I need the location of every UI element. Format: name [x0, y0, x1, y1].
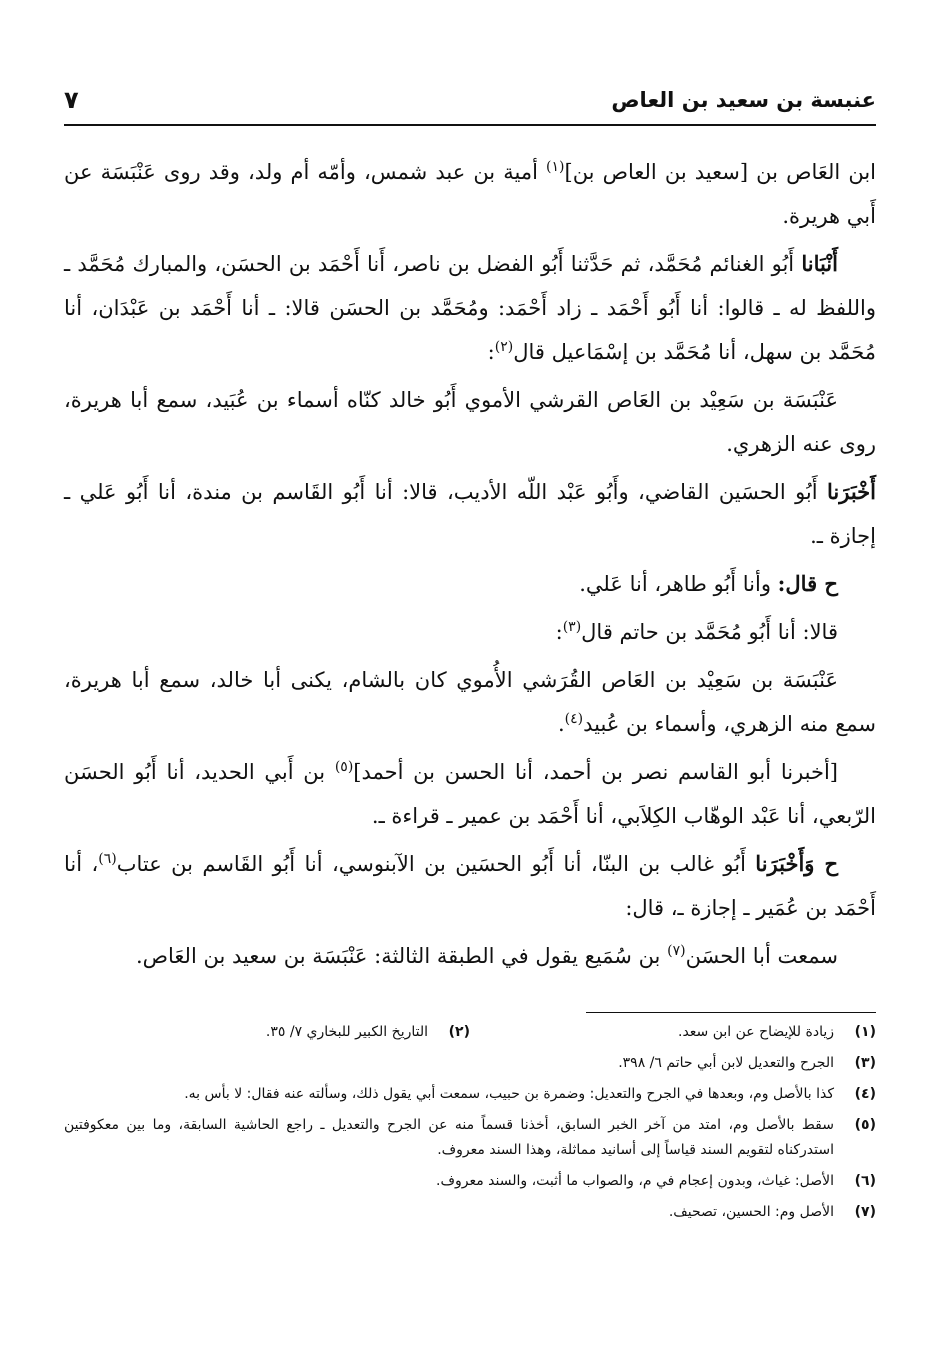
footnote-text: الأصل وم: الحسين، تصحيف.: [668, 1204, 834, 1220]
footnote-text: التاريخ الكبير للبخاري ٧/ ٣٥.: [265, 1024, 428, 1040]
paragraph-5: ح قال: وأنا أَبُو طاهر، أنا عَلي.: [579, 571, 838, 596]
footnote-number: (٢): [448, 1024, 470, 1040]
footnote-text: زيادة للإيضاح عن ابن سعد.: [678, 1024, 834, 1040]
footnote-text: كذا بالأصل وم، وبعدها في الجرح والتعديل: وضمرة بن حبيب، سمعت أبي يقول ذلك، وسألته عنه فقال: لا بأس به.: [184, 1086, 834, 1102]
paragraph-9: ح وَأَخْبَرَنا أَبُو غالب بن البنّا، أنا أَبُو الحسَين بن الآبنوسي، أنا أَبُو القَاسم بن عتاب$^{(٦)}$، أنا أَحْمَد بن عُمَير ـ إجازة ـ، قال:: [64, 851, 876, 920]
footnote-number: (١): [854, 1024, 876, 1040]
footnote-separator: [586, 1012, 876, 1013]
paragraph-10: سمعت أبا الحسَن$^{(٧)}$ بن سُمَيع يقول في الطبقة الثالثة: عَنْبَسَة بن سعيد بن العَاص.: [135, 943, 838, 968]
footnote-1: [470, 1020, 876, 1045]
footnote-ref-6: (٦): [98, 851, 117, 867]
footnote-ref-7: (٧): [667, 943, 686, 959]
paragraph-3: عَنْبَسَة بن سَعِيْد بن العَاص القرشي الأموي أَبُو خالد كنّاه أسماء بن عُبَيد، سمع أبا هريرة، روى عنه الزهري.: [64, 388, 876, 456]
footnote-ref-3: (٣): [562, 619, 582, 635]
footnotes: [64, 1020, 876, 1231]
footnote-text: سقط بالأصل وم، امتد من آخر الخبر السابق، أخذنا قسماً منه عن الجرح والتعديل ـ راجع الحاشية السابقة، وما بين معكوفتين استدركناه لتقويم السند قياساً إلى أسانيد مماثلة، وهذا السند معروف.: [64, 1117, 834, 1158]
footnote-2: [64, 1020, 470, 1045]
paragraph-4: أَخْبَرَنا أَبُو الحسَين القاضي، وأَبُو عَبْد اللّه الأديب، قالا: أنا أَبُو القَاسم بن مندة، أنا أَبُو عَلي ـ إجازة ـ.: [64, 479, 876, 548]
paragraph-2: أَنْبَانا أَبُو الغنائم مُحَمَّد، ثم حَدَّثنا أَبُو الفضل بن ناصر، أَنا أَحْمَد بن الحسَن، والمبارك مُحَمَّد ـ واللفظ له ـ قالوا: أنا أَبُو أَحْمَد ـ زاد أَحْمَد: ومُحَمَّد بن الحسَن قالا: ـ أنا أَحْمَد بن عَبْدَان، أنا مُحَمَّد بن سهل، أنا مُحَمَّد بن إسْمَاعيل قال$^{(٢)}$:: [64, 251, 876, 364]
footnote-text: الجرح والتعديل لابن أبي حاتم ٦/ ٣٩٨.: [618, 1055, 834, 1071]
footnote-7: [64, 1200, 876, 1225]
footnote-5: [64, 1113, 876, 1163]
footnote-ref-5: (٥): [334, 759, 354, 775]
footnote-number: (٦): [854, 1173, 876, 1189]
footnote-ref-1: (١): [546, 159, 565, 175]
paragraph-7: عَنْبَسَة بن سَعِيْد بن العَاص القُرَشي الأُموي كان بالشام، يكنى أبا خالد، سمع أبا هريرة، سمع منه الزهري، وأسماء بن عُبيد$^{(٤)}$.: [64, 668, 876, 736]
isnad-keyword: ح وَأَخْبَرَنا: [755, 851, 839, 876]
main-text: [64, 150, 876, 982]
footnote-number: (٤): [854, 1086, 876, 1102]
footnote-number: (٧): [854, 1204, 876, 1220]
footnote-ref-2: (٢): [494, 339, 514, 355]
running-header: [64, 84, 876, 126]
footnote-number: (٥): [854, 1117, 876, 1133]
footnote-number: (٣): [854, 1055, 876, 1071]
paragraph-8: [أخبرنا أبو القاسم نصر بن أحمد، أنا الحسن بن أحمد]$^{(٥)}$ بن أَبي الحديد، أنا أَبُو الحسَن الرّبعي، أنا عَبْد الوهّاب الكِلاَبي، أنا أَحْمَد بن عمير ـ قراءة ـ.: [64, 759, 876, 828]
isnad-keyword: أَنْبَانا: [801, 251, 838, 276]
footnote-3: [64, 1051, 876, 1076]
paragraph-6: قالا: أنا أَبُو مُحَمَّد بن حاتم قال$^{(٣)}$:: [555, 619, 838, 644]
page-number: ٧: [64, 86, 79, 114]
isnad-keyword: ح قال:: [777, 571, 838, 596]
header-title: عنبسة بن سعيد بن العاص: [611, 88, 876, 112]
paragraph-1: ابن العَاص بن [سعيد بن العاص بن]$^{(١)}$ أمية بن عبد شمس، وأمّه أم ولد، وقد روى عَنْبَسَة عن أَبي هريرة.: [64, 159, 876, 228]
footnote-row: [64, 1020, 876, 1045]
footnote-ref-4: (٤): [564, 711, 584, 727]
footnote-6: [64, 1169, 876, 1194]
footnote-4: [64, 1082, 876, 1107]
isnad-keyword: أَخْبَرَنا: [827, 479, 876, 504]
footnote-text: الأصل: غياث، وبدون إعجام في م، والصواب ما أثبت، والسند معروف.: [436, 1173, 834, 1189]
